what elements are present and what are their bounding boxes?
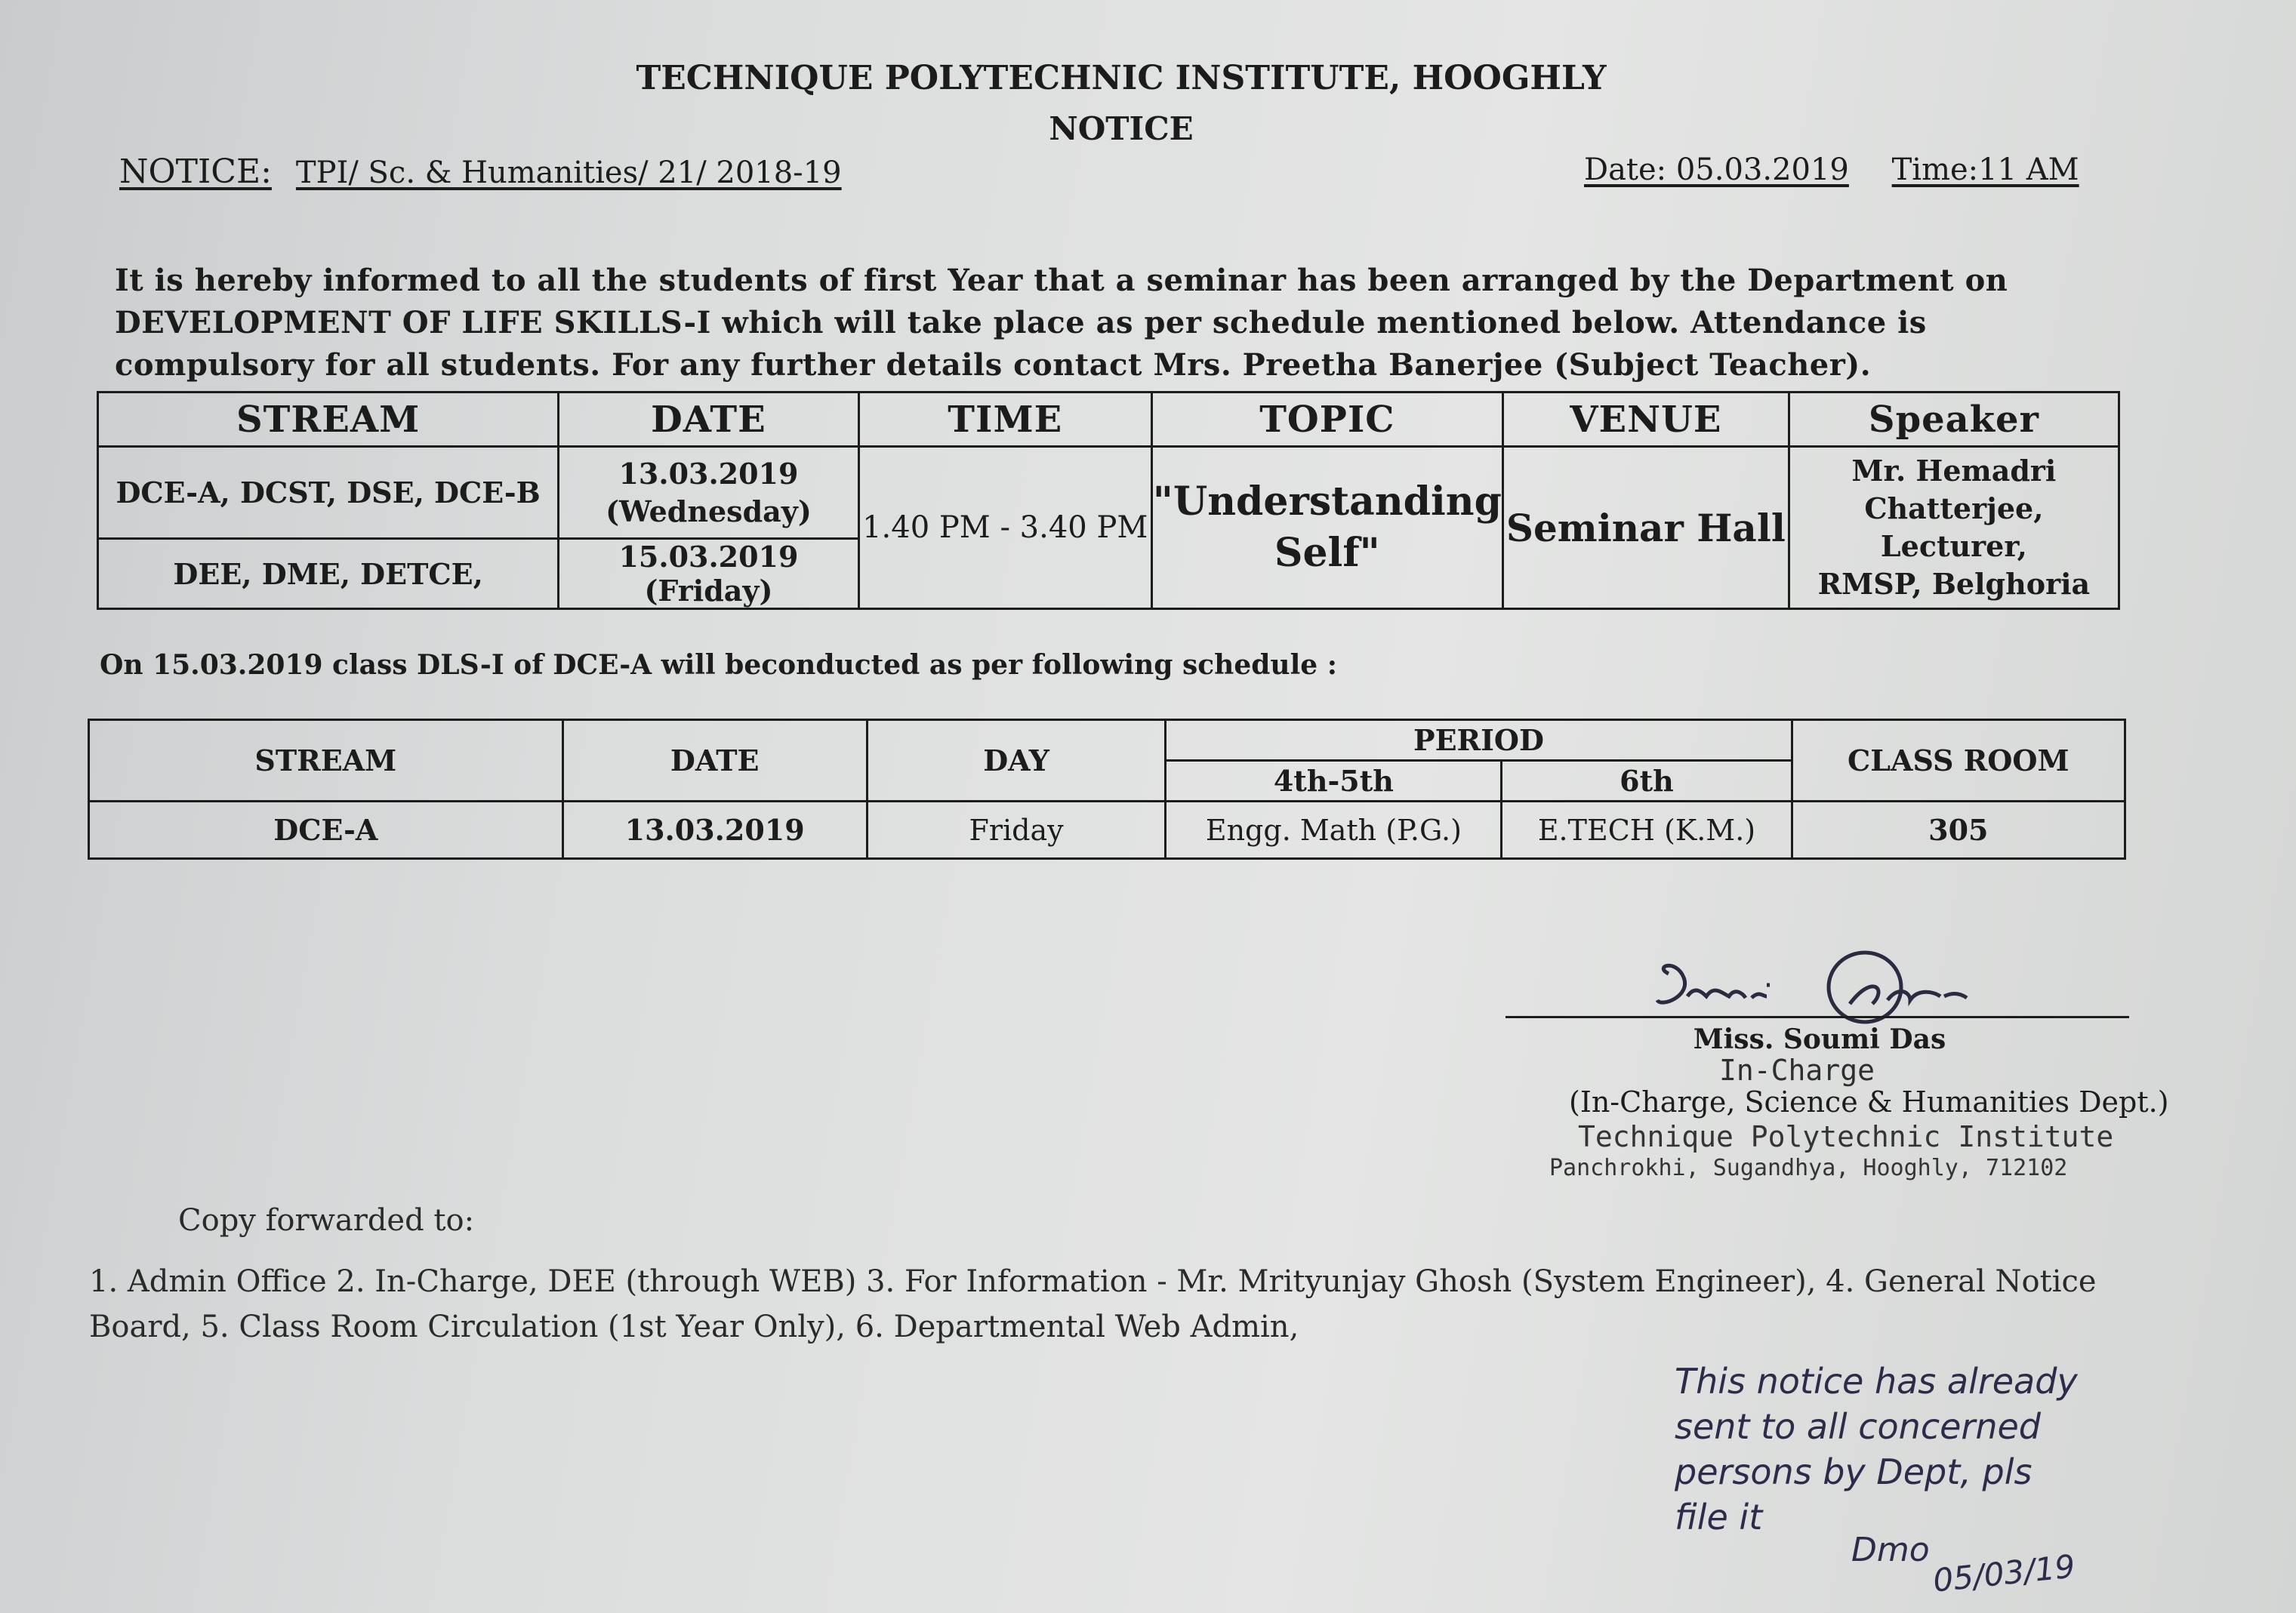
handwritten-line: file it xyxy=(1675,1497,1763,1538)
signature-image xyxy=(1646,943,2001,1027)
stream-cell: DCE-A, DCST, DSE, DCE-B xyxy=(98,447,559,539)
handwritten-initials: Dmo xyxy=(1851,1531,1930,1569)
class-period-a-cell: Engg. Math (P.G.) xyxy=(1166,802,1502,859)
signatory-title: In-Charge xyxy=(1719,1054,1875,1087)
speaker-cell xyxy=(1789,447,2119,609)
class-stream-cell: DCE-A xyxy=(89,802,563,859)
col-time-header: TIME xyxy=(858,392,1151,447)
col-date-header: DATE xyxy=(562,720,867,802)
seminar-header-row xyxy=(98,392,2119,447)
table-row xyxy=(98,447,2119,539)
speaker-line2: Chatterjee, Lecturer, xyxy=(1864,491,2044,563)
speaker-line3: RMSP, Belghoria xyxy=(1817,567,2091,601)
notice-date: Date: 05.03.2019 xyxy=(1584,152,1849,187)
notice-time: Time:11 AM xyxy=(1891,152,2079,187)
signatory-name: Miss. Soumi Das xyxy=(1693,1024,1946,1055)
col-period-b-header: 6th xyxy=(1502,761,1792,802)
stamp-institute: Technique Polytechnic Institute xyxy=(1578,1120,2114,1153)
notice-body: It is hereby informed to all the students of first Year that a seminar has been arranged by the Department on DEVELOPMENT OF LIFE SKILLS-I which will take place as per schedule mentioned below. Attendance is compulsory for all students. For any further details contact Mrs. Preetha Banerjee (Subject Teacher). xyxy=(115,263,2008,383)
col-period-a-header: 4th-5th xyxy=(1166,761,1502,802)
stream-cell: DEE, DME, DETCE, xyxy=(98,539,559,609)
col-venue-header: VENUE xyxy=(1502,392,1789,447)
notice-title: NOTICE xyxy=(1049,110,1194,147)
col-date-header: DATE xyxy=(559,392,858,447)
col-speaker-header: Speaker xyxy=(1789,392,2119,447)
handwritten-line: sent to all concerned xyxy=(1675,1406,2041,1447)
stamp-address: Panchrokhi, Sugandhya, Hooghly, 712102 xyxy=(1549,1155,2068,1181)
copy-forwarded-list: 1. Admin Office 2. In-Charge, DEE (through WEB) 3. For Information - Mr. Mrityunjay Ghosh (System Engineer), 4. General Notice Board, 5. Class Room Circulation (1st Year Only), 6. Departmental Web Admin, xyxy=(89,1264,2097,1344)
handwritten-line: persons by Dept, pls xyxy=(1675,1451,2032,1492)
notice-ref-number: TPI/ Sc. & Humanities/ 21/ 2018-19 xyxy=(295,155,842,190)
handwritten-date: 05/03/19 xyxy=(1931,1547,2077,1599)
col-room-header: CLASS ROOM xyxy=(1792,720,2125,802)
col-stream-header: STREAM xyxy=(89,720,563,802)
institute-name: TECHNIQUE POLYTECHNIC INSTITUTE, HOOGHLY xyxy=(636,59,1607,97)
notice-ref xyxy=(119,152,842,191)
seminar-table xyxy=(97,391,2120,610)
col-topic-header: TOPIC xyxy=(1151,392,1502,447)
notice-ref-label: NOTICE: xyxy=(119,152,272,191)
class-date-cell: 13.03.2019 xyxy=(562,802,867,859)
topic-line1: "Understanding xyxy=(1152,479,1502,525)
venue-cell: Seminar Hall xyxy=(1502,447,1789,609)
notice-datetime xyxy=(1584,152,2079,187)
table-row xyxy=(89,802,2125,859)
col-period-header: PERIOD xyxy=(1166,720,1792,761)
handwritten-line: This notice has already xyxy=(1675,1361,2078,1402)
signature-line xyxy=(1505,1016,2129,1018)
class-period-b-cell: E.TECH (K.M.) xyxy=(1502,802,1792,859)
date-cell xyxy=(559,447,858,539)
topic-cell xyxy=(1151,447,1502,609)
signatory-dept: (In-Charge, Science & Humanities Dept.) xyxy=(1569,1085,2169,1119)
topic-line2: Self" xyxy=(1274,530,1380,576)
speaker-line1: Mr. Hemadri xyxy=(1851,454,2057,488)
class-room-cell: 305 xyxy=(1792,802,2125,859)
handwritten-note xyxy=(1675,1359,2078,1540)
col-day-header: DAY xyxy=(867,720,1166,802)
copy-forwarded-label: Copy forwarded to: xyxy=(178,1203,475,1238)
time-cell: 1.40 PM - 3.40 PM xyxy=(858,447,1151,609)
class-schedule-table xyxy=(88,719,2126,860)
date-cell: 15.03.2019 (Friday) xyxy=(559,539,858,609)
date-line1: 13.03.2019 xyxy=(618,456,799,491)
schedule-intro: On 15.03.2019 class DLS-I of DCE-A will beconducted as per following schedule : xyxy=(100,649,1337,681)
class-header-row xyxy=(89,720,2125,761)
date-line2: (Wednesday) xyxy=(606,494,812,528)
class-day-cell: Friday xyxy=(867,802,1166,859)
col-stream-header: STREAM xyxy=(98,392,559,447)
